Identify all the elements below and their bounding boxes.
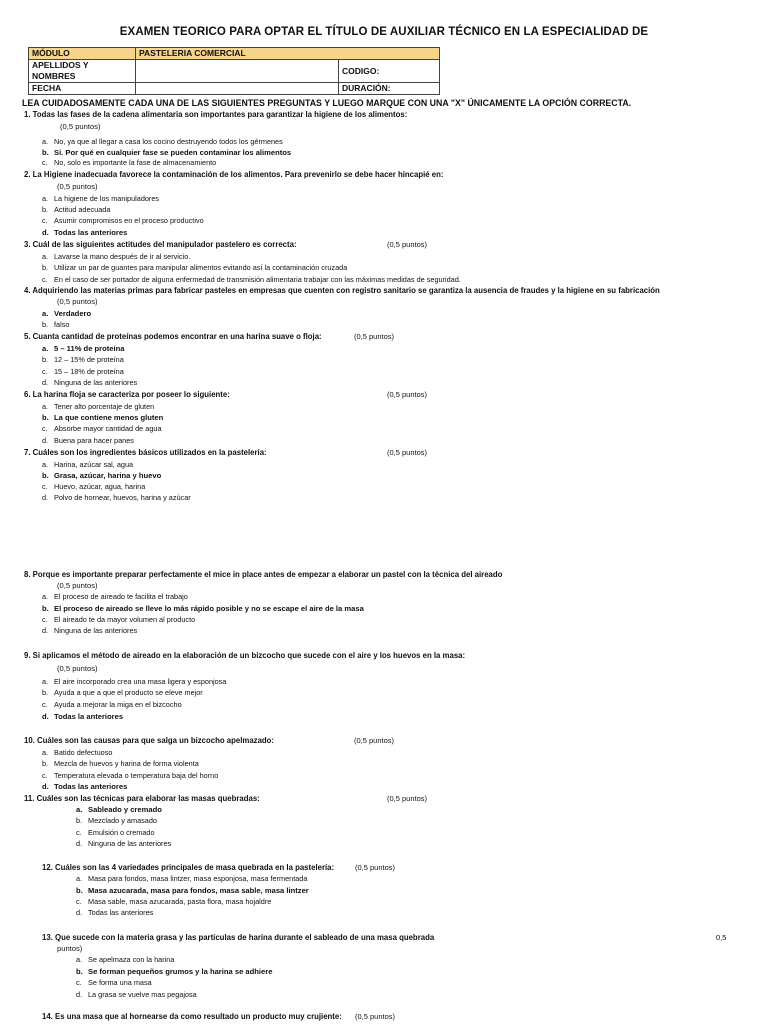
option-text: No, solo es importante la fase de almacenamiento [54, 158, 217, 167]
question-10-option-b[interactable] [42, 759, 199, 769]
option-letter: a. [42, 344, 49, 353]
question-6-option-d[interactable] [42, 436, 134, 446]
duracion-label: DURACIÓN: [339, 83, 440, 95]
option-text: Masa sable, masa azucarada, pasta flora, masa hojaldre [88, 897, 272, 906]
option-letter: a. [42, 460, 49, 469]
option-letter: d. [76, 908, 83, 917]
option-text: Harina, azúcar sal, agua [54, 460, 134, 469]
question-12-option-b[interactable] [76, 886, 309, 896]
option-text: Se forma una masa [88, 978, 152, 987]
question-7-points: (0,5 puntos) [387, 448, 428, 457]
option-letter: b. [76, 886, 83, 895]
question-9: 9. Si aplicamos el método de aireado en la elaboración de un bizcocho que sucede con el aire y los huevos en la masa: [24, 651, 466, 660]
question-10-option-c[interactable] [42, 771, 218, 781]
question-9-option-b[interactable] [42, 688, 203, 698]
nombres-field[interactable] [136, 60, 339, 83]
question-1: 1. Todas las fases de la cadena alimentaria son importantes para garantizar la higiene de los alimentos: [24, 110, 408, 119]
question-8-option-c[interactable] [42, 615, 195, 625]
question-2-points: (0,5 puntos) [57, 182, 98, 191]
option-text: Lavarse la mano después de ir al servicio. [54, 252, 191, 261]
question-6-option-c[interactable] [42, 424, 162, 434]
option-letter: b. [42, 604, 49, 613]
question-7: 7. Cuáles son los ingredientes básicos utilizados en la pastelería: [24, 448, 267, 457]
question-11-points: (0,5 puntos) [387, 794, 428, 803]
option-text: No, ya que al llegar a casa los cocino destruyendo todos los gérmenes [54, 137, 283, 146]
question-5-option-c[interactable] [42, 367, 124, 377]
question-13-points-cont: puntos) [57, 944, 83, 953]
fecha-label: FECHA [29, 83, 136, 95]
option-text: La que contiene menos gluten [54, 413, 164, 422]
question-13-option-c[interactable] [76, 978, 152, 988]
option-letter: c. [42, 482, 48, 491]
question-8-option-b[interactable] [42, 604, 364, 614]
option-letter: a. [42, 309, 49, 318]
question-8-points: (0,5 puntos) [57, 581, 98, 590]
question-1-option-a[interactable] [42, 137, 283, 147]
option-text: El proceso de aireado se lleve lo más rápido posible y no se escape el aire de la masa [54, 604, 364, 613]
option-text: Ninguna de las anteriores [54, 626, 138, 635]
option-text: Utilizar un par de guantes para manipular alimentos evitando así la contaminación cruzada [54, 263, 348, 272]
question-7-option-c[interactable] [42, 482, 145, 492]
question-13-option-d[interactable] [76, 990, 197, 1000]
codigo-label: CODIGO: [339, 60, 440, 83]
option-letter: d. [42, 378, 49, 387]
question-12-option-c[interactable] [76, 897, 271, 907]
option-letter: c. [42, 771, 48, 780]
option-letter: b. [42, 759, 49, 768]
question-3-option-b[interactable] [42, 263, 347, 273]
option-letter: c. [42, 275, 48, 284]
question-12-option-a[interactable] [76, 874, 307, 884]
question-3-option-a[interactable] [42, 252, 190, 262]
option-letter: b. [42, 471, 49, 480]
option-text: Polvo de hornear, huevos, harina y azúcar [54, 493, 191, 502]
question-9-points: (0,5 puntos) [57, 664, 98, 673]
option-letter: b. [42, 205, 49, 214]
question-1-option-c[interactable] [42, 158, 216, 168]
question-1-points: (0,5 puntos) [60, 122, 101, 131]
option-text: 12 – 15% de proteína [54, 355, 124, 364]
exam-title: EXAMEN TEORICO PARA OPTAR EL TÍTULO DE AUXILIAR TÉCNICO EN LA ESPECIALIDAD DE [119, 26, 649, 38]
option-text: Ayuda a que a que el producto se eleve mejor [54, 688, 203, 697]
option-text: Si. Por qué en cualquier fase se pueden contaminar los alimentos [54, 148, 292, 157]
option-text: Ayuda a mejorar la miga en el bizcocho [54, 700, 182, 709]
question-2-option-d[interactable] [42, 228, 127, 238]
option-text: Sableado y cremado [88, 805, 162, 814]
header-table [28, 47, 440, 95]
option-text: Verdadero [54, 309, 92, 318]
question-9-option-c[interactable] [42, 700, 182, 710]
question-4-option-a[interactable] [42, 309, 91, 319]
question-3-points: (0,5 puntos) [387, 240, 428, 249]
option-text: Temperatura elevada o temperatura baja del horno [54, 771, 219, 780]
question-5-option-a[interactable] [42, 344, 124, 354]
question-5-option-b[interactable] [42, 355, 124, 365]
option-text: Buena para hacer panes [54, 436, 134, 445]
question-3: 3. Cuál de las siguientes actitudes del manipulador pastelero es correcta: [24, 240, 297, 249]
option-letter: b. [42, 355, 49, 364]
option-letter: c. [42, 216, 48, 225]
question-13-option-b[interactable] [76, 967, 272, 977]
fecha-field[interactable] [136, 83, 339, 95]
option-letter: b. [76, 967, 83, 976]
question-6-option-b[interactable] [42, 413, 163, 423]
option-text: Mezcla de huevos y harina de forma violenta [54, 759, 199, 768]
option-text: Se forman pequeños grumos y la harina se adhiere [88, 967, 273, 976]
question-13: 13. Que sucede con la materia grasa y las partículas de harina durante el sableado de una masa quebrada [42, 933, 435, 942]
question-14: 14. Es una masa que al hornearse da como resultado un producto muy crujiente: [42, 1012, 342, 1021]
question-11: 11. Cuáles son las técnicas para elaborar las masas quebradas: [24, 794, 260, 803]
option-text: La grasa se vuelve mas pegajosa [88, 990, 197, 999]
option-text: Todas las anteriores [54, 228, 128, 237]
option-text: El aire incorporado crea una masa ligera y esponjosa [54, 677, 227, 686]
option-letter: c. [42, 615, 48, 624]
modulo-label: MÓDULO [29, 48, 136, 60]
option-letter: c. [42, 424, 48, 433]
option-text: Grasa, azúcar, harina y huevo [54, 471, 162, 480]
question-9-option-a[interactable] [42, 677, 226, 687]
option-letter: c. [42, 367, 48, 376]
question-2-option-b[interactable] [42, 205, 110, 215]
question-2: 2. La Higiene inadecuada favorece la contaminación de los alimentos. Para prevenirlo se debe hacer hincapié en: [24, 170, 444, 179]
question-4: 4. Adquiriendo las materias primas para fabricar pasteles en empresas que cuenten con registro sanitario se garantiza la ausencia de fraudes y la higiene en su fabricación [24, 286, 660, 295]
option-letter: b. [42, 413, 49, 422]
option-text: Mezclado y amasado [88, 816, 157, 825]
option-letter: b. [76, 816, 83, 825]
question-12-option-d[interactable] [76, 908, 153, 918]
option-text: Masa azucarada, masa para fondos, masa sable, masa lintzer [88, 886, 309, 895]
question-8-option-d[interactable] [42, 626, 137, 636]
question-11-option-c[interactable] [76, 828, 155, 838]
option-letter: c. [76, 897, 82, 906]
question-8-option-a[interactable] [42, 592, 188, 602]
question-13-points: 0,5 [716, 933, 727, 942]
option-text: Actitud adecuada [54, 205, 111, 214]
question-1-option-b[interactable] [42, 148, 291, 158]
option-letter: b. [42, 263, 49, 272]
question-10: 10. Cuáles son las causas para que salga un bizcocho apelmazado: [24, 736, 275, 745]
option-text: En el caso de ser portador de alguna enfermedad de transmisión alimentaria trabajar con las máximas medidas de seguridad. [54, 275, 461, 284]
question-10-option-d[interactable] [42, 782, 127, 792]
question-7-option-b[interactable] [42, 471, 161, 481]
option-text: Huevo, azúcar, agua, harina [54, 482, 146, 491]
question-12: 12. Cuáles son las 4 variedades principales de masa quebrada en la pastelería: [42, 863, 335, 872]
question-9-option-d[interactable] [42, 712, 123, 722]
question-10-option-a[interactable] [42, 748, 112, 758]
option-text: El aireado te da mayor volumen al producto [54, 615, 196, 624]
option-letter: d. [42, 493, 49, 502]
option-text: Absorbe mayor cantidad de agua [54, 424, 162, 433]
option-letter: d. [42, 712, 49, 721]
option-letter: d. [42, 228, 49, 237]
question-6: 6. La harina floja se caracteriza por poseer lo siguiente: [24, 390, 230, 399]
question-11-option-b[interactable] [76, 816, 157, 826]
question-4-points: (0,5 puntos) [57, 297, 98, 306]
option-text: 5 – 11% de proteína [54, 344, 125, 353]
option-letter: d. [76, 839, 83, 848]
option-letter: a. [42, 252, 49, 261]
option-letter: c. [42, 158, 48, 167]
option-letter: a. [42, 137, 49, 146]
instructions: LEA CUIDADOSAMENTE CADA UNA DE LAS SIGUIENTES PREGUNTAS Y LUEGO MARQUE CON UNA "X" ÚNICAMENTE LA OPCIÓN CORRECTA. [22, 98, 632, 108]
option-text: Emulsión o cremado [88, 828, 155, 837]
question-11-option-a[interactable] [76, 805, 162, 815]
question-5-option-d[interactable] [42, 378, 137, 388]
option-letter: d. [42, 782, 49, 791]
option-letter: a. [76, 955, 83, 964]
question-12-points: (0,5 puntos) [355, 863, 396, 872]
option-letter: d. [76, 990, 83, 999]
nombres-label: APELLIDOS Y NOMBRES [29, 60, 136, 83]
question-11-option-d[interactable] [76, 839, 171, 849]
question-7-option-d[interactable] [42, 493, 191, 503]
option-letter: d. [42, 436, 49, 445]
option-letter: c. [42, 700, 48, 709]
question-5-points: (0,5 puntos) [354, 332, 395, 341]
question-6-option-a[interactable] [42, 402, 154, 412]
question-6-points: (0,5 puntos) [387, 390, 428, 399]
option-letter: a. [42, 194, 49, 203]
option-letter: b. [42, 320, 49, 329]
option-letter: a. [76, 874, 83, 883]
option-text: Todas la anteriores [54, 712, 124, 721]
option-letter: b. [42, 688, 49, 697]
question-4-option-b[interactable] [42, 320, 69, 330]
question-3-option-c[interactable] [42, 275, 461, 285]
option-letter: c. [76, 828, 82, 837]
option-letter: c. [76, 978, 82, 987]
question-5: 5. Cuanta cantidad de proteínas podemos encontrar en una harina suave o floja: [24, 332, 322, 341]
option-text: Asumir compromisos en el proceso productivo [54, 216, 204, 225]
option-text: Ninguna de las anteriores [88, 839, 172, 848]
modulo-value: PASTELERIA COMERCIAL [136, 48, 440, 60]
option-text: Ninguna de las anteriores [54, 378, 138, 387]
option-letter: a. [42, 677, 49, 686]
option-text: El proceso de aireado te facilita el trabajo [54, 592, 188, 601]
option-text: Todas las anteriores [88, 908, 154, 917]
question-8: 8. Porque es importante preparar perfectamente el mice in place antes de empezar a elaborar un pastel con la técnica del aireado [24, 570, 503, 579]
option-text: Tener alto porcentaje de gluten [54, 402, 155, 411]
option-text: Se apelmaza con la harina [88, 955, 175, 964]
option-letter: a. [42, 592, 49, 601]
option-text: Todas las anteriores [54, 782, 128, 791]
option-letter: a. [42, 402, 49, 411]
option-text: Batido defectuoso [54, 748, 113, 757]
option-text: Masa para fondos, masa lintzer, masa esponjosa, masa fermentada [88, 874, 308, 883]
option-text: 15 – 18% de proteína [54, 367, 124, 376]
question-7-option-a[interactable] [42, 460, 133, 470]
option-letter: b. [42, 148, 49, 157]
question-10-points: (0,5 puntos) [354, 736, 395, 745]
option-text: La higiene de los manipuladores [54, 194, 160, 203]
option-letter: a. [42, 748, 49, 757]
question-14-points: (0,5 puntos) [355, 1012, 396, 1021]
question-2-option-a[interactable] [42, 194, 159, 204]
question-2-option-c[interactable] [42, 216, 204, 226]
option-letter: d. [42, 626, 49, 635]
question-13-option-a[interactable] [76, 955, 174, 965]
option-text: falso [54, 320, 70, 329]
option-letter: a. [76, 805, 83, 814]
